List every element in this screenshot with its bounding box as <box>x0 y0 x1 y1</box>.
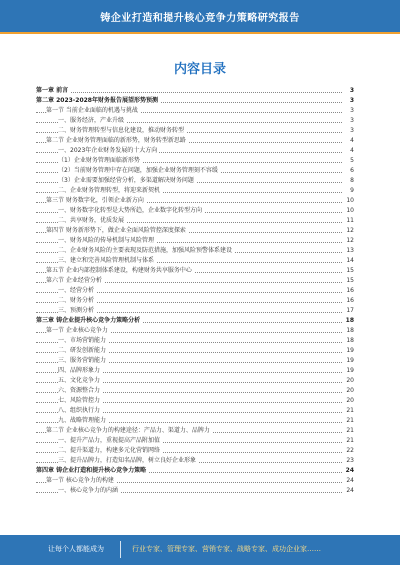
toc-entry[interactable] <box>36 186 354 196</box>
toc-entry-page: 6 <box>350 167 354 174</box>
toc-entry-page: 18 <box>345 317 354 324</box>
toc-entry[interactable] <box>36 486 354 496</box>
toc-entry[interactable] <box>36 176 354 186</box>
toc-entry-label: 一、核心竞争力的内涵 <box>58 487 119 494</box>
toc-entry[interactable] <box>36 126 354 136</box>
toc-entry-label: 三、建立和完善风险管理机制与体系 <box>58 257 155 264</box>
toc-entry-page: 3 <box>350 127 354 134</box>
toc-entry-label: 一、财务数字化转型是大势所趋，企业数字化转型方向 <box>58 207 203 214</box>
toc-entry-label: 第一节 核心竞争力的构建 <box>46 477 114 484</box>
toc-entry-page: 22 <box>346 447 354 454</box>
toc-entry[interactable] <box>36 466 354 476</box>
toc-entry-label: 一、市场营销能力 <box>58 337 107 344</box>
toc-entry[interactable] <box>36 376 354 386</box>
toc-entry-page: 11 <box>346 217 354 224</box>
toc-entry-page: 23 <box>346 457 354 464</box>
toc-entry-label: 六、资源整合力 <box>58 387 101 394</box>
toc-entry[interactable] <box>36 206 354 216</box>
toc-entry[interactable] <box>36 116 354 126</box>
toc-entry-page: 24 <box>345 467 354 474</box>
toc-entry[interactable] <box>36 166 354 176</box>
footer-slogan: 让每个人都能成为 <box>48 545 104 553</box>
toc-entry[interactable] <box>36 356 354 366</box>
toc-entry-label: 三、提升品牌力，打造知名品牌，树立良好企业形象 <box>58 457 197 464</box>
toc-entry-label: 三、预测分析 <box>58 307 95 314</box>
toc-entry-page: 9 <box>350 187 354 194</box>
toc-entry[interactable] <box>36 236 354 246</box>
toc-entry[interactable] <box>36 256 354 266</box>
toc-entry-label: 二、研发创新能力 <box>58 347 107 354</box>
toc-entry-label: 三、服务营销能力 <box>58 357 107 364</box>
toc-entry[interactable] <box>36 326 354 336</box>
table-of-contents <box>36 86 354 496</box>
toc-entry-label: （1）企业财务管理面临新形势 <box>58 157 140 164</box>
toc-entry[interactable] <box>36 246 354 256</box>
toc-entry-label: 第四章 铸企业打造和提升核心竞争力策略 <box>36 467 147 474</box>
toc-entry-page: 12 <box>346 227 354 234</box>
toc-entry-page: 4 <box>350 147 354 154</box>
toc-entry-page: 16 <box>346 287 354 294</box>
toc-entry-label: 第四节 财务新形势下，做企业全面风险管控深度探索 <box>46 227 186 234</box>
toc-entry-label: 二、财务管理转型与信息化建设，推动财务转型 <box>58 127 185 134</box>
toc-entry-label: 第二章 2023-2028年财务报告展望形势预测 <box>36 97 158 104</box>
toc-leader-dots <box>36 92 342 93</box>
toc-entry-label: 二、财务分析 <box>58 297 95 304</box>
toc-entry-page: 18 <box>346 337 354 344</box>
toc-entry[interactable] <box>36 366 354 376</box>
toc-entry-page: 20 <box>346 397 354 404</box>
toc-entry-page: 8 <box>350 177 354 184</box>
toc-entry-page: 3 <box>350 107 354 114</box>
toc-entry-page: 15 <box>346 267 354 274</box>
toc-entry-label: 二、企业财务风险的主要表现及防范措施，加强风险预警体系建设 <box>58 247 233 254</box>
toc-entry[interactable] <box>36 436 354 446</box>
toc-entry-page: 21 <box>346 417 354 424</box>
toc-entry-label: 八、组织执行力 <box>58 407 101 414</box>
toc-entry-page: 17 <box>346 307 354 314</box>
toc-entry[interactable] <box>36 336 354 346</box>
toc-entry-page: 20 <box>346 387 354 394</box>
toc-entry-label: 第一章 前言 <box>36 87 69 94</box>
toc-entry-page: 24 <box>346 487 354 494</box>
toc-entry[interactable] <box>36 346 354 356</box>
toc-entry[interactable] <box>36 306 354 316</box>
toc-entry[interactable] <box>36 156 354 166</box>
toc-entry-label: 一、提升产品力，重视提高产品附加值 <box>58 437 161 444</box>
toc-entry-label: （3）企业需要加强经营分析，多渠道解决财务问题 <box>58 177 194 184</box>
toc-entry[interactable] <box>36 316 354 326</box>
toc-entry[interactable] <box>36 146 354 156</box>
toc-entry-label: 第五节 企业内部控制体系建设，构建财务共享服务中心 <box>46 267 192 274</box>
toc-entry-label: 一、服务经济，产业升级 <box>58 117 125 124</box>
toc-entry-label: 九、战略管理能力 <box>58 417 107 424</box>
toc-entry-page: 10 <box>346 207 354 214</box>
toc-entry[interactable] <box>36 296 354 306</box>
toc-entry[interactable] <box>36 396 354 406</box>
toc-entry-page: 19 <box>346 367 354 374</box>
toc-heading: 内容目录 <box>173 62 226 77</box>
toc-entry-label: 一、2023年企业财务发展的十大方向 <box>58 147 158 154</box>
toc-entry-page: 20 <box>346 377 354 384</box>
toc-entry[interactable] <box>36 106 354 116</box>
toc-entry-label: 二、提升渠道力，构建多元化营销网络 <box>58 447 161 454</box>
toc-entry-page: 21 <box>346 427 354 434</box>
toc-entry-label: 一、经营分析 <box>58 287 95 294</box>
toc-entry[interactable] <box>36 86 354 96</box>
toc-entry-page: 10 <box>346 197 354 204</box>
toc-entry[interactable] <box>36 216 354 226</box>
toc-entry-page: 5 <box>350 157 354 164</box>
toc-entry[interactable] <box>36 276 354 286</box>
toc-entry[interactable] <box>36 476 354 486</box>
toc-entry-label: （2）当前财务管理中存在问题，加强企业财务管理刻不容缓 <box>58 167 218 174</box>
toc-entry-label: 二、企业财务管理转型，将迎来新契机 <box>58 187 161 194</box>
toc-entry[interactable] <box>36 416 354 426</box>
toc-entry-page: 16 <box>346 297 354 304</box>
toc-entry[interactable] <box>36 406 354 416</box>
toc-entry-page: 21 <box>346 437 354 444</box>
footer-roles: 行业专家、管理专家、营销专家、战略专家、成功企业家…… <box>132 545 321 553</box>
footer-bar <box>0 535 400 565</box>
toc-entry[interactable] <box>36 386 354 396</box>
toc-entry-page: 18 <box>346 327 354 334</box>
toc-entry[interactable] <box>36 266 354 276</box>
toc-entry-page: 13 <box>346 247 354 254</box>
toc-entry-page: 3 <box>349 97 354 104</box>
toc-entry-label: 第六节 企业经营分析 <box>46 277 102 284</box>
toc-entry-page: 24 <box>346 477 354 484</box>
toc-entry-page: 12 <box>346 237 354 244</box>
toc-entry[interactable] <box>36 286 354 296</box>
toc-entry-label: 第二节 企业财务管理面临的新形势，财务转型新思路 <box>46 137 186 144</box>
toc-entry-label: 二、共享财务，优质发展 <box>58 217 125 224</box>
toc-entry-label: 第一节 当前企业面临的机遇与挑战 <box>46 107 138 114</box>
toc-entry[interactable] <box>36 196 354 206</box>
toc-entry-page: 4 <box>350 137 354 144</box>
toc-entry[interactable] <box>36 456 354 466</box>
toc-entry[interactable] <box>36 136 354 146</box>
toc-entry-label: 第三章 铸企业提升核心竞争力策略分析 <box>36 317 141 324</box>
toc-entry-label: 一、财务风险的传导机制与风险管理 <box>58 237 155 244</box>
toc-entry-page: 15 <box>346 277 354 284</box>
toc-entry[interactable] <box>36 426 354 436</box>
report-title: 铸企业打造和提升核心竞争力策略研究报告 <box>100 13 300 24</box>
header-bar <box>0 0 400 34</box>
toc-entry-label: 第一节 企业核心竞争力 <box>46 327 108 334</box>
toc-entry-label: 五、文化竞争力 <box>58 377 101 384</box>
footer-divider <box>120 541 121 558</box>
toc-entry-label: 四、品牌形象力 <box>58 367 101 374</box>
toc-entry-page: 19 <box>346 357 354 364</box>
toc-entry-label: 第二节 企业核心竞争力的构建途径：产品力、渠道力、品牌力 <box>46 427 210 434</box>
toc-entry-page: 21 <box>346 407 354 414</box>
toc-entry-label: 第三节 财务数字化，引领企业新方向 <box>46 197 144 204</box>
toc-entry[interactable] <box>36 226 354 236</box>
toc-entry[interactable] <box>36 446 354 456</box>
toc-entry-label: 七、风险管控力 <box>58 397 101 404</box>
toc-entry[interactable] <box>36 96 354 106</box>
toc-entry-page: 19 <box>346 347 354 354</box>
toc-entry-page: 14 <box>346 257 354 264</box>
toc-entry-page: 3 <box>350 117 354 124</box>
toc-entry-page: 3 <box>349 87 354 94</box>
